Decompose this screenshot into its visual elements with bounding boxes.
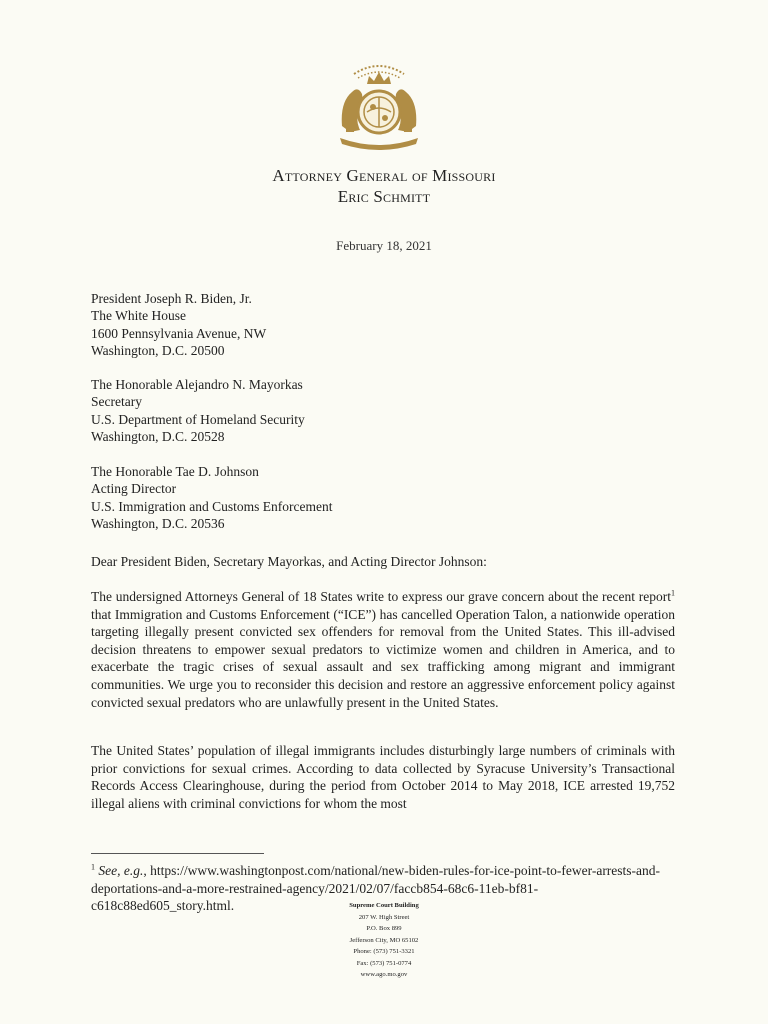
salutation: Dear President Biden, Secretary Mayorkas, and Acting Director Johnson:: [91, 554, 487, 569]
phone-number: Phone: (573) 751-3321: [353, 948, 415, 955]
street-address: 207 W. High Street: [358, 913, 410, 921]
office-title: Attorney General of Missouri: [272, 166, 496, 185]
recipient-block-acting-director: [91, 463, 332, 532]
address-line: The White House: [91, 308, 186, 324]
missouri-seal-icon: [334, 54, 424, 150]
fax-number: Fax: (573) 751-0774: [356, 959, 412, 967]
address-line: 1600 Pennsylvania Avenue, NW: [91, 325, 267, 341]
paragraph-text: that Immigration and Customs Enforcement (“ICE”) has cancelled Operation Talon, a nationwide operation targeting illegally present convicted sex offenders for removal from the United States. This ill-advised decision threatens to empower sexual predators to victimize women and children in America, and to exacerbate the tragic crises of sexual assault and sex trafficking among migrant and immigrant communities. We urge you to reconsider this decision and restore an aggressive enforcement policy against convicted sexual predators who are unlawfully present in the United States.: [91, 606, 675, 710]
body-paragraph-1: [91, 588, 675, 711]
office-address-block: [318, 900, 450, 981]
paragraph-text: The undersigned Attorneys General of 18 States write to express our grave concern about the recent report: [91, 589, 671, 604]
footnote-number: 1: [91, 862, 95, 872]
attorney-general-name: Eric Schmitt: [337, 187, 431, 206]
address-line: Washington, D.C. 20536: [91, 515, 225, 531]
recipient-block-secretary: [91, 376, 305, 445]
address-line: The Honorable Alejandro N. Mayorkas: [91, 377, 303, 392]
address-line: The Honorable Tae D. Johnson: [91, 464, 259, 479]
po-box: P.O. Box 899: [366, 925, 402, 932]
address-line: U.S. Immigration and Customs Enforcement: [91, 498, 333, 514]
website: www.ago.mo.gov: [360, 971, 408, 978]
building-name: Supreme Court Building: [349, 902, 419, 909]
footnote-lead: See, e.g.: [98, 863, 144, 878]
letterhead: [0, 165, 768, 207]
address-line: Acting Director: [91, 481, 177, 497]
footnote-reference: 1: [671, 588, 675, 598]
letter-date: February 18, 2021: [336, 238, 432, 253]
city-state-zip: Jefferson City, MO 65102: [349, 936, 419, 944]
address-line: U.S. Department of Homeland Security: [91, 411, 305, 427]
address-line: Secretary: [91, 394, 142, 410]
address-line: Washington, D.C. 20528: [91, 428, 225, 444]
body-paragraph-2: The United States’ population of illegal immigrants includes disturbingly large numbers of criminals with prior convictions for sexual crimes. According to data collected by Syracuse University’s Transactional Records Access Clearinghouse, during the period from October 2014 to May 2018, ICE arrested 19,752 illegal aliens with criminal convictions for whom the most: [91, 743, 675, 811]
address-line: President Joseph R. Biden, Jr.: [91, 291, 252, 306]
recipient-block-president: [91, 290, 266, 359]
footnote-url: , https://www.washingtonpost.com/national/new-biden-rules-for-ice-point-to-fewer-arrests-and-deportations-and-a-more-restrained-agency/2021/02/07/faccb854-68c6-11eb-bf81-c618c88ed605_story.html.: [91, 863, 661, 914]
footnote-divider: [91, 853, 264, 854]
address-line: Washington, D.C. 20500: [91, 342, 225, 358]
